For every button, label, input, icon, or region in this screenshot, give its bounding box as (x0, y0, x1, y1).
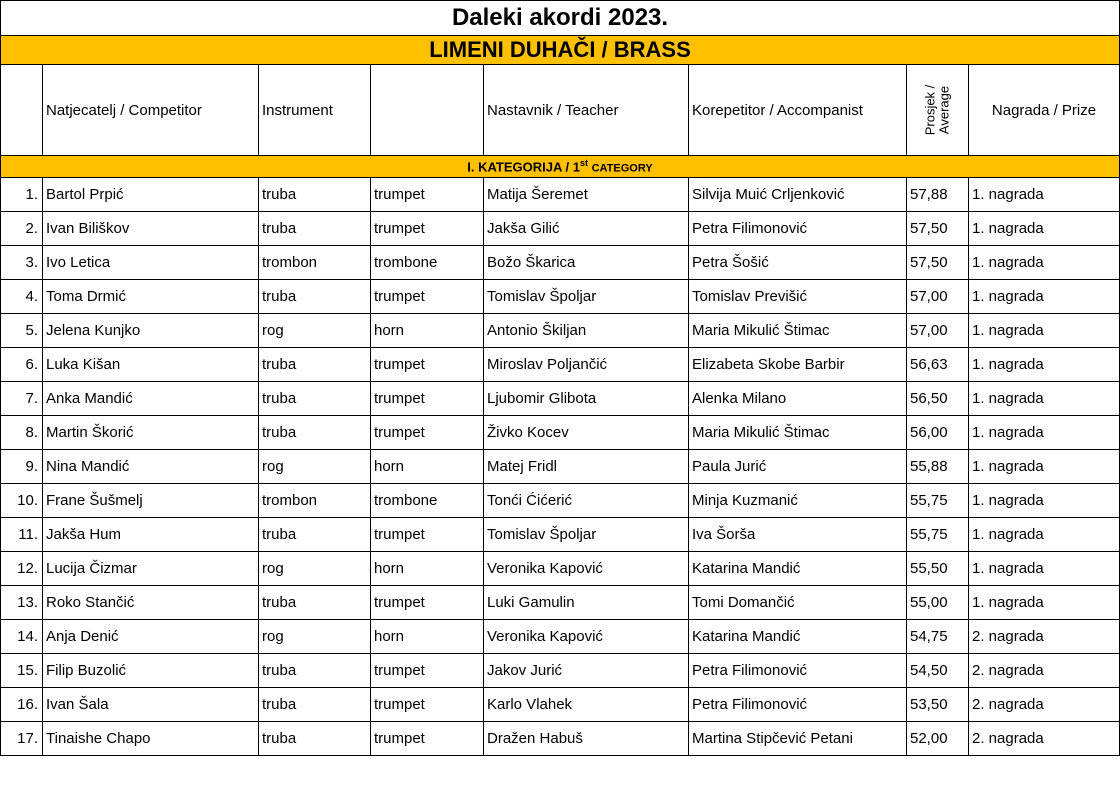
prize: 1. nagrada (969, 382, 1120, 416)
instrument-en: trumpet (371, 722, 484, 756)
prize: 2. nagrada (969, 620, 1120, 654)
accompanist-name: Tomislav Previšić (689, 280, 907, 314)
accompanist-name: Petra Filimonović (689, 212, 907, 246)
average-score: 57,88 (907, 178, 969, 212)
teacher-name: Luki Gamulin (484, 586, 689, 620)
competitor-name: Ivo Letica (43, 246, 259, 280)
row-number: 8. (1, 416, 43, 450)
prize: 1. nagrada (969, 552, 1120, 586)
prize: 1. nagrada (969, 314, 1120, 348)
header-instrument: Instrument (259, 65, 371, 156)
competitor-name: Jakša Hum (43, 518, 259, 552)
competitor-name: Filip Buzolić (43, 654, 259, 688)
instrument-en: horn (371, 620, 484, 654)
teacher-name: Ljubomir Glibota (484, 382, 689, 416)
instrument-en: trumpet (371, 212, 484, 246)
instrument-hr: rog (259, 450, 371, 484)
table-row (1, 484, 1120, 518)
accompanist-name: Petra Šošić (689, 246, 907, 280)
table-row (1, 280, 1120, 314)
table-row (1, 586, 1120, 620)
average-score: 56,00 (907, 416, 969, 450)
instrument-hr: truba (259, 382, 371, 416)
accompanist-name: Petra Filimonović (689, 654, 907, 688)
header-number (1, 65, 43, 156)
category-prefix: I. KATEGORIJA / 1 (467, 159, 580, 175)
row-number: 13. (1, 586, 43, 620)
title-row (1, 1, 1120, 36)
instrument-hr: rog (259, 552, 371, 586)
header-prize: Nagrada / Prize (969, 65, 1120, 156)
average-score: 57,50 (907, 212, 969, 246)
average-score: 57,00 (907, 314, 969, 348)
row-number: 2. (1, 212, 43, 246)
instrument-en: trumpet (371, 416, 484, 450)
row-number: 4. (1, 280, 43, 314)
prize: 1. nagrada (969, 518, 1120, 552)
competitor-name: Anja Denić (43, 620, 259, 654)
row-number: 15. (1, 654, 43, 688)
average-score: 56,63 (907, 348, 969, 382)
average-score: 57,00 (907, 280, 969, 314)
competitor-name: Luka Kišan (43, 348, 259, 382)
prize: 1. nagrada (969, 348, 1120, 382)
table-row (1, 688, 1120, 722)
row-number: 17. (1, 722, 43, 756)
accompanist-name: Elizabeta Skobe Barbir (689, 348, 907, 382)
instrument-en: trumpet (371, 178, 484, 212)
average-score: 55,00 (907, 586, 969, 620)
instrument-en: trombone (371, 484, 484, 518)
page-title: Daleki akordi 2023. (1, 1, 1120, 36)
teacher-name: Matija Šeremet (484, 178, 689, 212)
row-number: 14. (1, 620, 43, 654)
table-row (1, 382, 1120, 416)
prize: 1. nagrada (969, 246, 1120, 280)
teacher-name: Karlo Vlahek (484, 688, 689, 722)
competitor-name: Frane Šušmelj (43, 484, 259, 518)
prize: 1. nagrada (969, 280, 1120, 314)
instrument-hr: truba (259, 280, 371, 314)
prize: 1. nagrada (969, 586, 1120, 620)
header-average-line2: Average (936, 85, 952, 135)
instrument-en: trumpet (371, 518, 484, 552)
instrument-hr: truba (259, 688, 371, 722)
teacher-name: Tomislav Špoljar (484, 518, 689, 552)
row-number: 12. (1, 552, 43, 586)
prize: 2. nagrada (969, 688, 1120, 722)
accompanist-name: Iva Šorša (689, 518, 907, 552)
accompanist-name: Katarina Mandić (689, 552, 907, 586)
prize: 2. nagrada (969, 654, 1120, 688)
accompanist-name: Alenka Milano (689, 382, 907, 416)
instrument-hr: truba (259, 654, 371, 688)
average-score: 55,75 (907, 484, 969, 518)
competitor-name: Bartol Prpić (43, 178, 259, 212)
table-row (1, 722, 1120, 756)
instrument-en: trumpet (371, 688, 484, 722)
accompanist-name: Petra Filimonović (689, 688, 907, 722)
category-sup: st (579, 158, 588, 169)
average-score: 53,50 (907, 688, 969, 722)
table-row (1, 246, 1120, 280)
instrument-hr: truba (259, 722, 371, 756)
header-average-line1: Prosjek / (922, 84, 938, 136)
prize: 1. nagrada (969, 484, 1120, 518)
teacher-name: Božo Škarica (484, 246, 689, 280)
accompanist-name: Silvija Muić Crljenković (689, 178, 907, 212)
instrument-hr: truba (259, 518, 371, 552)
teacher-name: Dražen Habuš (484, 722, 689, 756)
competitor-name: Ivan Biliškov (43, 212, 259, 246)
instrument-en: trumpet (371, 654, 484, 688)
average-score: 52,00 (907, 722, 969, 756)
average-score: 54,50 (907, 654, 969, 688)
row-number: 3. (1, 246, 43, 280)
average-score: 57,50 (907, 246, 969, 280)
row-number: 5. (1, 314, 43, 348)
table-row (1, 212, 1120, 246)
competitor-name: Tinaishe Chapo (43, 722, 259, 756)
category-suffix: CATEGORY (591, 162, 653, 175)
header-row (1, 65, 1120, 156)
table-row (1, 348, 1120, 382)
teacher-name: Miroslav Poljančić (484, 348, 689, 382)
header-accompanist: Korepetitor / Accompanist (689, 65, 907, 156)
instrument-hr: truba (259, 416, 371, 450)
table-row (1, 178, 1120, 212)
instrument-hr: trombon (259, 484, 371, 518)
teacher-name: Tomislav Špoljar (484, 280, 689, 314)
accompanist-name: Maria Mikulić Štimac (689, 314, 907, 348)
competitor-name: Martin Škorić (43, 416, 259, 450)
accompanist-name: Martina Stipčević Petani (689, 722, 907, 756)
prize: 1. nagrada (969, 178, 1120, 212)
instrument-hr: truba (259, 178, 371, 212)
row-number: 6. (1, 348, 43, 382)
teacher-name: Živko Kocev (484, 416, 689, 450)
teacher-name: Matej Fridl (484, 450, 689, 484)
teacher-name: Tonći Ćićerić (484, 484, 689, 518)
teacher-name: Veronika Kapović (484, 552, 689, 586)
category-label (1, 156, 1120, 178)
table-row (1, 314, 1120, 348)
table-row (1, 654, 1120, 688)
row-number: 7. (1, 382, 43, 416)
average-score: 55,88 (907, 450, 969, 484)
header-average (907, 65, 969, 156)
instrument-hr: trombon (259, 246, 371, 280)
instrument-hr: truba (259, 212, 371, 246)
row-number: 11. (1, 518, 43, 552)
competitor-name: Roko Stančić (43, 586, 259, 620)
instrument-en: trumpet (371, 382, 484, 416)
teacher-name: Antonio Škiljan (484, 314, 689, 348)
instrument-hr: truba (259, 348, 371, 382)
competitor-name: Lucija Čizmar (43, 552, 259, 586)
instrument-en: trumpet (371, 586, 484, 620)
header-teacher: Nastavnik / Teacher (484, 65, 689, 156)
instrument-hr: truba (259, 586, 371, 620)
instrument-en: trumpet (371, 348, 484, 382)
table-row (1, 450, 1120, 484)
average-score: 54,75 (907, 620, 969, 654)
category-row (1, 156, 1120, 178)
accompanist-name: Maria Mikulić Štimac (689, 416, 907, 450)
table-row (1, 518, 1120, 552)
table-row (1, 552, 1120, 586)
average-score: 55,50 (907, 552, 969, 586)
competitor-name: Ivan Šala (43, 688, 259, 722)
accompanist-name: Katarina Mandić (689, 620, 907, 654)
instrument-en: trombone (371, 246, 484, 280)
accompanist-name: Minja Kuzmanić (689, 484, 907, 518)
teacher-name: Jakša Gilić (484, 212, 689, 246)
average-score: 55,75 (907, 518, 969, 552)
average-score: 56,50 (907, 382, 969, 416)
instrument-hr: rog (259, 314, 371, 348)
prize: 1. nagrada (969, 450, 1120, 484)
row-number: 9. (1, 450, 43, 484)
instrument-en: horn (371, 450, 484, 484)
teacher-name: Jakov Jurić (484, 654, 689, 688)
prize: 2. nagrada (969, 722, 1120, 756)
instrument-en: horn (371, 552, 484, 586)
teacher-name: Veronika Kapović (484, 620, 689, 654)
row-number: 1. (1, 178, 43, 212)
prize: 1. nagrada (969, 212, 1120, 246)
table-row (1, 620, 1120, 654)
table-row (1, 416, 1120, 450)
competitor-name: Nina Mandić (43, 450, 259, 484)
competitor-name: Jelena Kunjko (43, 314, 259, 348)
accompanist-name: Tomi Domančić (689, 586, 907, 620)
header-competitor: Natjecatelj / Competitor (43, 65, 259, 156)
prize: 1. nagrada (969, 416, 1120, 450)
header-instrument-en (371, 65, 484, 156)
row-number: 16. (1, 688, 43, 722)
accompanist-name: Paula Jurić (689, 450, 907, 484)
section-title: LIMENI DUHAČI / BRASS (1, 36, 1120, 65)
instrument-en: trumpet (371, 280, 484, 314)
row-number: 10. (1, 484, 43, 518)
section-row (1, 36, 1120, 65)
competitor-name: Anka Mandić (43, 382, 259, 416)
instrument-hr: rog (259, 620, 371, 654)
instrument-en: horn (371, 314, 484, 348)
competitor-name: Toma Drmić (43, 280, 259, 314)
